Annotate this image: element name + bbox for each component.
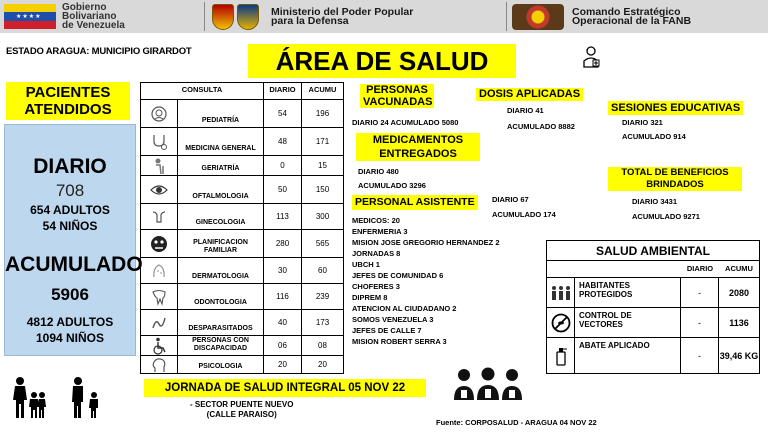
medicines-title-line1: MEDICAMENTOS xyxy=(372,134,464,146)
staff-daily: DIARIO 67 xyxy=(492,195,529,204)
wheelchair-icon xyxy=(150,337,168,355)
table-row xyxy=(141,229,343,257)
table-row xyxy=(141,257,343,283)
page-title: ÁREA DE SALUD xyxy=(248,44,516,78)
patients-title-line2: ATENDIDOS xyxy=(24,101,112,118)
list-item: ENFERMERIA 3 xyxy=(352,227,408,236)
benefits-title-line1: TOTAL DE BENEFICIOS xyxy=(621,167,729,178)
header-divider xyxy=(506,2,507,31)
sector-line2: (CALLE PARAISO) xyxy=(206,410,277,419)
patients-title xyxy=(6,82,130,120)
gov-line3: de Venezuela xyxy=(62,20,125,31)
command-line1: Comando Estratégico xyxy=(572,5,681,18)
benefits-title xyxy=(608,167,742,191)
list-item: MEDICOS: 20 xyxy=(352,216,400,225)
stethoscope-icon xyxy=(150,133,168,151)
row-acumu: 173 xyxy=(315,318,330,327)
table-row xyxy=(141,99,343,127)
table-row xyxy=(141,127,343,155)
list-item: UBCH 1 xyxy=(352,260,380,269)
row-acumu: 20 xyxy=(318,360,327,369)
location-label: ESTADO ARAGUA: MUNICIPIO GIRARDOT xyxy=(6,46,192,57)
row-name: HABITANTES PROTEGIDOS xyxy=(575,278,681,307)
environmental-table xyxy=(546,240,760,374)
gov-line1: Gobierno xyxy=(62,2,107,13)
sector-line1: - SECTOR PUENTE NUEVO xyxy=(190,400,294,409)
educational-title: SESIONES EDUCATIVAS xyxy=(608,101,743,115)
benefits-daily: DIARIO 3431 xyxy=(632,197,678,206)
patients-daily-adults: 654 ADULTOS xyxy=(30,203,110,217)
header-acumu: ACUMU xyxy=(308,85,337,94)
patients-title-line1: PACIENTES xyxy=(25,84,111,101)
row-name: PSICOLOGIA xyxy=(178,356,264,373)
row-diario: 50 xyxy=(264,176,302,203)
row-diario: - xyxy=(681,278,719,307)
row-diario: 20 xyxy=(264,356,302,373)
list-item: JEFES DE CALLE 7 xyxy=(352,326,422,335)
row-acumu: 239 xyxy=(315,292,330,301)
consultation-table xyxy=(140,82,344,374)
list-item: CHOFERES 3 xyxy=(352,282,400,291)
ministry-line2: para la Defensa xyxy=(271,14,349,27)
skin-icon xyxy=(150,262,168,280)
row-name: PERSONAS CON DISCAPACIDAD xyxy=(178,336,264,355)
doses-title: DOSIS APLICADAS xyxy=(476,88,583,101)
patients-accum-total: 5906 xyxy=(51,285,89,304)
staff-list xyxy=(352,215,500,347)
gov-line2: Bolivariano xyxy=(62,11,117,22)
row-diario: 54 xyxy=(264,100,302,127)
environmental-header-diario: DIARIO xyxy=(686,264,714,273)
table-row xyxy=(141,335,343,355)
row-acumu: 1136 xyxy=(729,317,749,328)
family-icon xyxy=(12,376,104,420)
eye-icon xyxy=(150,181,168,199)
header-banner xyxy=(0,0,768,33)
row-name: MEDICINA GENERAL xyxy=(178,128,264,155)
row-diario: 30 xyxy=(264,258,302,283)
patients-accum-label: ACUMULADO xyxy=(5,253,143,276)
list-item: JORNADAS 8 xyxy=(352,249,401,258)
staff-title: PERSONAL ASISTENTE xyxy=(352,195,478,210)
ministry-shield-icon xyxy=(212,4,234,30)
header-divider xyxy=(204,2,205,31)
parasite-icon xyxy=(150,314,168,332)
vaccinated-title-line2: VACUNADAS xyxy=(363,96,433,108)
row-acumu: 565 xyxy=(315,239,330,248)
staff-accum: ACUMULADO 174 xyxy=(492,210,556,219)
row-name: DESPARASITADOS xyxy=(178,310,264,335)
health-worker-icon xyxy=(582,46,602,68)
row-acumu: 15 xyxy=(318,161,327,170)
jornada-sector xyxy=(190,400,293,420)
benefits-accum: ACUMULADO 9271 xyxy=(632,212,700,221)
list-item: MISION JOSE GREGORIO HERNANDEZ 2 xyxy=(352,238,500,247)
command-line2: Operacional de la FANB xyxy=(572,14,692,27)
row-name: PLANIFICACION FAMILIAR xyxy=(178,230,264,257)
table-row xyxy=(141,355,343,373)
patients-accum-adults: 4812 ADULTOS xyxy=(26,315,114,329)
table-row xyxy=(141,283,343,309)
row-diario: - xyxy=(681,308,719,337)
ministry-crest-icon xyxy=(237,4,259,30)
patients-panel xyxy=(4,124,143,356)
ministry-logo xyxy=(212,3,413,30)
patients-daily-total: 708 xyxy=(55,181,85,200)
gov-text xyxy=(62,3,125,30)
source-note: Fuente: CORPOSALUD - ARAGUA 04 NOV 22 xyxy=(436,418,597,427)
tooth-icon xyxy=(150,288,168,306)
row-acumu: 60 xyxy=(318,266,327,275)
row-acumu: 39,46 KG xyxy=(719,350,759,361)
baby-icon xyxy=(150,105,168,123)
row-diario: 113 xyxy=(264,204,302,229)
medicines-title-line2: ENTREGADOS xyxy=(379,148,457,160)
environmental-title: SALUD AMBIENTAL xyxy=(547,241,759,261)
row-name: ABATE APLICADO xyxy=(575,338,681,373)
educational-daily: DIARIO 321 xyxy=(622,118,663,127)
list-item: SOMOS VENEZUELA 3 xyxy=(352,315,434,324)
header-consulta: CONSULTA xyxy=(141,83,264,99)
patients-daily-children: 54 NIÑOS xyxy=(42,219,98,233)
row-name: GINECOLOGIA xyxy=(178,204,264,229)
venezuela-flag-icon: ★★★★ xyxy=(4,4,56,30)
row-acumu: 2080 xyxy=(728,287,750,298)
row-diario: 06 xyxy=(264,336,302,355)
educational-accum: ACUMULADO 914 xyxy=(622,132,686,141)
row-name: CONTROL DE VECTORES xyxy=(575,308,681,337)
doses-daily: DIARIO 41 xyxy=(507,106,544,115)
people-icon xyxy=(550,285,572,301)
row-name: DERMATOLOGIA xyxy=(178,258,264,283)
table-row xyxy=(141,203,343,229)
table-row xyxy=(141,309,343,335)
table-row xyxy=(141,175,343,203)
list-item: JEFES DE COMUNIDAD 6 xyxy=(352,271,444,280)
medicines-accum: ACUMULADO 3296 xyxy=(358,181,426,190)
medicines-title xyxy=(356,133,480,161)
header-diario: DIARIO xyxy=(264,83,302,99)
spray-icon xyxy=(554,346,568,366)
command-text xyxy=(572,5,692,27)
row-acumu: 196 xyxy=(315,109,330,118)
benefits-title-line2: BRINDADOS xyxy=(646,179,704,190)
uterus-icon xyxy=(150,208,168,226)
medicines-daily: DIARIO 480 xyxy=(358,167,399,176)
row-diario: 0 xyxy=(264,156,302,175)
patients-daily-label: DIARIO xyxy=(33,155,107,178)
row-acumu: 300 xyxy=(315,212,330,221)
table-row xyxy=(547,337,759,373)
row-diario: 280 xyxy=(264,230,302,257)
ministry-text xyxy=(271,5,414,27)
row-diario: - xyxy=(681,338,719,373)
list-item: ATENCION AL CIUDADANO 2 xyxy=(352,304,457,313)
command-logo xyxy=(512,3,691,30)
table-row xyxy=(141,155,343,175)
row-acumu: 150 xyxy=(315,185,330,194)
family-planning-icon xyxy=(150,235,168,253)
row-name: ODONTOLOGIA xyxy=(178,284,264,309)
row-name: OFTALMOLOGIA xyxy=(178,176,264,203)
environmental-header-acumu: ACUMU xyxy=(725,264,753,273)
list-item: DIPREM 8 xyxy=(352,293,388,302)
no-mosquito-icon xyxy=(551,313,571,333)
row-acumu: 171 xyxy=(315,137,330,146)
jornada-title: JORNADA DE SALUD INTEGRAL 05 NOV 22 xyxy=(144,379,426,397)
row-name: GERIATRÍA xyxy=(178,156,264,175)
doctors-icon xyxy=(452,366,524,400)
list-item: MISION ROBERT SERRA 3 xyxy=(352,337,447,346)
doses-accum: ACUMULADO 8882 xyxy=(507,122,575,131)
row-diario: 40 xyxy=(264,310,302,335)
row-diario: 116 xyxy=(264,284,302,309)
table-row xyxy=(547,277,759,307)
table-row xyxy=(547,307,759,337)
vaccinated-values: DIARIO 24 ACUMULADO 5080 xyxy=(352,118,459,127)
vaccinated-title xyxy=(360,84,434,108)
patients-accum-children: 1094 NIÑOS xyxy=(35,331,105,345)
ceofanb-emblem-icon xyxy=(512,4,564,30)
elder-icon xyxy=(150,157,168,175)
row-acumu: 08 xyxy=(318,341,327,350)
vaccinated-title-line1: PERSONAS xyxy=(366,84,428,96)
consultation-table-header xyxy=(141,83,343,99)
row-diario: 48 xyxy=(264,128,302,155)
row-name: PEDIATRÍA xyxy=(178,100,264,127)
ministry-line1: Ministerio del Poder Popular xyxy=(271,5,414,18)
gov-logo xyxy=(4,3,125,30)
head-icon xyxy=(150,356,168,374)
